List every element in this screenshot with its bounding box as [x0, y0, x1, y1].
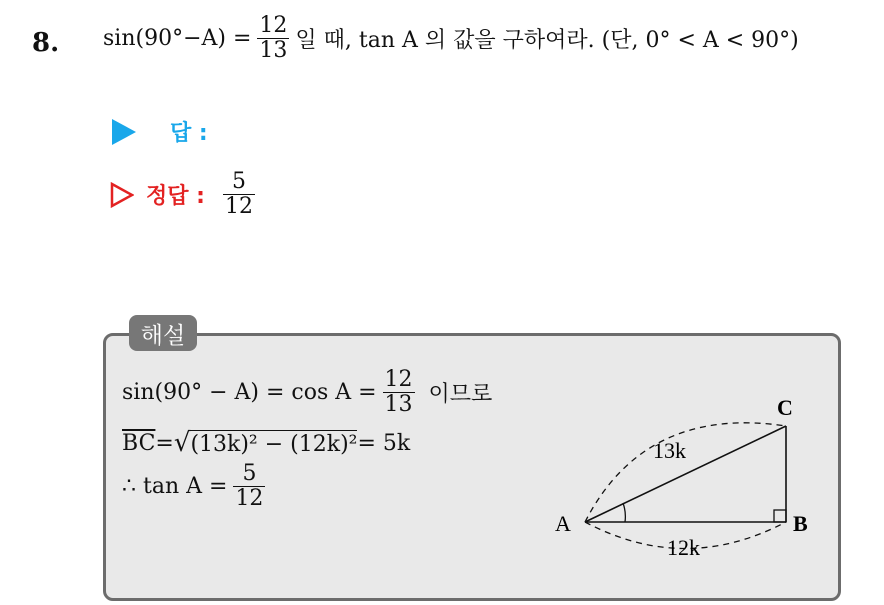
explanation-line2-result: = 5k	[357, 431, 411, 456]
square-root	[174, 430, 358, 457]
explanation-line-3	[122, 462, 271, 511]
explanation-line2-equals: =	[155, 431, 174, 456]
correct-answer-numerator: 5	[231, 169, 246, 194]
vertex-b-label: B	[793, 511, 808, 536]
answer-row	[112, 116, 208, 147]
correct-answer-fraction	[223, 170, 255, 219]
outline-triangle-icon	[110, 182, 134, 208]
explanation-line1-numerator: 12	[384, 367, 413, 392]
problem-rest: 일 때, tan A 의 값을 구하여라. (단, 0° < A < 90°)	[295, 28, 799, 54]
play-triangle-icon	[112, 119, 136, 145]
vertex-c-label: C	[777, 395, 793, 420]
right-triangle-diagram	[545, 385, 830, 565]
base-length-label: 12k	[667, 535, 700, 560]
explanation-line1-denominator: 13	[384, 392, 413, 418]
problem-fraction	[257, 14, 289, 63]
explanation-line-2	[122, 430, 410, 457]
explanation-line1-fraction	[383, 368, 415, 417]
explanation-line3-fraction	[233, 462, 265, 511]
explanation-tag: 해설	[129, 315, 197, 351]
vertex-a-label: A	[555, 511, 571, 536]
correct-answer-row	[110, 170, 261, 219]
problem-lhs: sin(90°−A) =	[103, 26, 252, 52]
explanation-line1-lhs: sin(90° − A) = cos A =	[122, 380, 377, 406]
radicand: (13k)² − (12k)²	[190, 432, 358, 457]
correct-answer-label: 정답 :	[146, 184, 205, 210]
explanation-line-1	[122, 368, 492, 417]
explanation-line1-suffix: 이므로	[428, 382, 493, 408]
right-angle-marker	[774, 510, 786, 522]
explanation-line3-numerator: 5	[242, 461, 257, 486]
explanation-line3-denominator: 12	[235, 486, 264, 512]
problem-fraction-denominator: 13	[259, 38, 288, 64]
problem-fraction-numerator: 12	[259, 13, 288, 38]
answer-label: 답 :	[170, 121, 208, 146]
hypotenuse-length-label: 13k	[653, 438, 686, 463]
problem-number: 8.	[32, 28, 60, 58]
correct-answer-denominator: 12	[224, 194, 253, 220]
problem-statement	[103, 14, 799, 63]
angle-a-arc	[623, 503, 625, 522]
radical-sign-icon: √	[173, 428, 191, 458]
segment-bc-label: $\overline{BC}$	[122, 431, 156, 456]
explanation-line3-lhs: ∴ tan A =	[122, 474, 228, 500]
